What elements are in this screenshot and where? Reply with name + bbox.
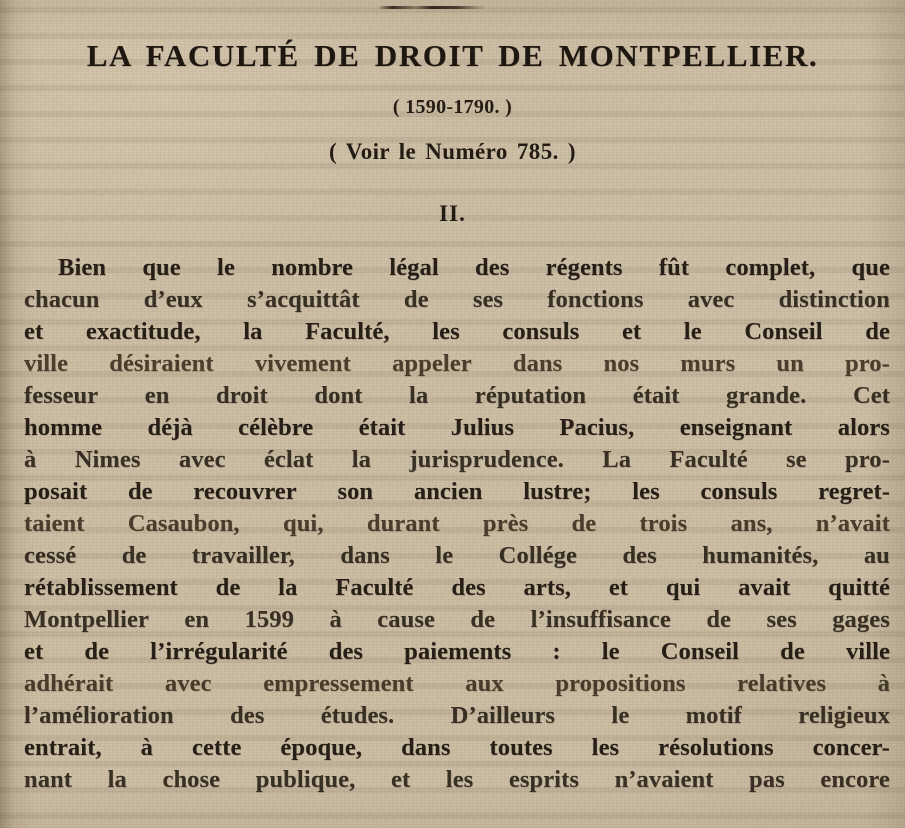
body-word: Bien — [58, 254, 107, 281]
body-word: l’irrégularité — [150, 638, 288, 665]
body-line — [24, 348, 890, 380]
body-word: de — [865, 318, 890, 345]
body-word: le — [217, 254, 235, 281]
body-line — [24, 444, 890, 476]
body-word: Conseil — [660, 638, 740, 665]
body-word: ses — [472, 286, 504, 313]
body-word: de — [571, 510, 597, 537]
body-word: jurisprudence. — [409, 446, 564, 473]
body-word: 1599 — [244, 606, 294, 633]
body-word: adhérait — [24, 670, 114, 697]
body-word: aux — [465, 670, 504, 697]
body-word: la — [107, 766, 127, 793]
body-word: complet, — [725, 254, 816, 281]
body-word: désiraient — [109, 350, 214, 377]
body-word: réputation — [474, 382, 587, 409]
body-word: empressement — [263, 670, 414, 697]
body-word: des — [451, 574, 486, 601]
body-word: publique, — [255, 766, 356, 793]
body-word: enseignant — [679, 414, 793, 441]
body-word: était — [632, 382, 680, 409]
body-word: de — [215, 574, 241, 601]
body-line — [24, 380, 890, 412]
body-word: recouvrer — [193, 478, 297, 505]
body-line — [24, 604, 890, 636]
body-word: et — [390, 766, 411, 793]
body-word: chose — [162, 766, 221, 793]
body-word: les — [632, 478, 660, 505]
body-word: l’amélioration — [24, 702, 174, 729]
body-word: cessé — [24, 542, 77, 569]
body-word: époque, — [280, 734, 363, 761]
body-word: des — [230, 702, 265, 729]
body-word: dont — [314, 382, 363, 409]
body-word: de — [121, 542, 147, 569]
body-word: Julius — [450, 414, 515, 441]
body-word: distinction — [778, 286, 890, 313]
body-word: D’ailleurs — [450, 702, 556, 729]
body-word: qui — [665, 574, 701, 601]
body-word: avait — [738, 574, 791, 601]
body-word: de — [780, 638, 805, 665]
body-word: dans — [512, 350, 563, 377]
body-word: le — [611, 702, 630, 729]
body-word: Casaubon, — [127, 510, 240, 537]
body-word: toutes — [489, 734, 553, 761]
body-line — [24, 508, 890, 540]
body-word: et — [24, 638, 44, 665]
body-word: esprits — [508, 766, 579, 793]
body-word: s’acquittât — [246, 286, 360, 313]
body-line — [24, 732, 890, 764]
body-line — [24, 476, 890, 508]
body-word: dans — [340, 542, 390, 569]
body-word: Montpellier — [24, 606, 149, 633]
body-word: des — [328, 638, 364, 665]
body-word: ancien — [413, 478, 483, 505]
body-word: consuls — [700, 478, 778, 505]
body-word: vivement — [254, 350, 351, 377]
body-word: ville — [24, 350, 69, 377]
body-word: nant — [24, 766, 73, 793]
body-word: paiements — [404, 638, 512, 665]
body-word: les — [445, 766, 474, 793]
body-word: légal — [389, 254, 439, 281]
body-word: grande. — [726, 382, 807, 409]
body-word: la — [278, 574, 298, 601]
body-word: posait — [24, 478, 88, 505]
body-word: était — [358, 414, 406, 441]
date-range-subtitle: ( 1590-1790. ) — [392, 96, 513, 118]
body-line — [24, 252, 890, 284]
body-word: durant — [366, 510, 440, 537]
body-word: près — [482, 510, 529, 537]
body-word: n’avaient — [614, 766, 714, 793]
body-line — [24, 700, 890, 732]
body-word: avec — [164, 670, 212, 697]
body-line — [24, 540, 890, 572]
body-word: les — [591, 734, 620, 761]
body-word: études. — [320, 702, 395, 729]
body-word: les — [432, 318, 460, 345]
body-word: des — [622, 542, 657, 569]
body-word: motif — [685, 702, 742, 729]
body-word: concer- — [812, 734, 890, 761]
body-word: Nimes — [74, 446, 141, 473]
body-word: cause — [377, 606, 435, 633]
body-line — [24, 572, 890, 604]
section-number: II. — [439, 201, 466, 226]
body-word: le — [683, 318, 702, 345]
body-word: gages — [832, 606, 890, 633]
body-word: de — [127, 478, 153, 505]
body-word: La — [602, 446, 632, 473]
body-word: entrait, — [24, 734, 102, 761]
body-word: avec — [687, 286, 735, 313]
body-word: de — [84, 638, 110, 665]
body-word: avec — [178, 446, 226, 473]
body-word: Collége — [498, 542, 577, 569]
body-word: en — [184, 606, 210, 633]
body-word: dans — [401, 734, 451, 761]
cross-reference-note: ( Voir le Numéro 785. ) — [329, 139, 576, 164]
body-word: homme — [24, 414, 103, 441]
body-word: droit — [216, 382, 268, 409]
body-word: cette — [191, 734, 242, 761]
body-word: à — [24, 446, 37, 473]
body-word: religieux — [798, 702, 890, 729]
body-word: exactitude, — [85, 318, 201, 345]
body-line — [24, 764, 890, 796]
body-word: relatives — [737, 670, 826, 697]
body-word: de — [706, 606, 732, 633]
body-word: d’eux — [143, 286, 203, 313]
top-divider-rule — [380, 6, 484, 9]
body-word: déjà — [147, 414, 193, 441]
body-word: la — [351, 446, 372, 473]
body-word: rétablissement — [24, 574, 178, 601]
body-word: célèbre — [238, 414, 314, 441]
body-word: n’avait — [815, 510, 890, 537]
body-word: quitté — [828, 574, 890, 601]
body-word: ses — [766, 606, 797, 633]
body-word: nos — [603, 350, 640, 377]
body-paragraph — [24, 252, 890, 796]
body-word: Cet — [852, 382, 890, 409]
body-word: de — [403, 286, 429, 313]
body-word: au — [863, 542, 890, 569]
body-word: fût — [658, 254, 690, 281]
body-word: un — [776, 350, 804, 377]
body-word: ans, — [730, 510, 773, 537]
body-word: que — [142, 254, 181, 281]
body-word: à — [140, 734, 154, 761]
body-word: se — [786, 446, 807, 473]
body-word: et — [608, 574, 629, 601]
body-word: arts, — [523, 574, 571, 601]
body-word: humanités, — [702, 542, 819, 569]
body-word: pro- — [845, 350, 890, 377]
body-word: son — [337, 478, 374, 505]
body-line — [24, 668, 890, 700]
body-line — [24, 316, 890, 348]
body-word: ville — [845, 638, 890, 665]
body-word: la — [243, 318, 263, 345]
body-word: la — [409, 382, 429, 409]
page-title: LA FACULTÉ DE DROIT DE MONTPELLIER. — [86, 38, 819, 73]
body-line — [24, 412, 890, 444]
body-word: le — [601, 638, 620, 665]
body-word: le — [435, 542, 454, 569]
body-word: regret- — [818, 478, 890, 505]
body-word: appeler — [392, 350, 472, 377]
body-word: à — [329, 606, 342, 633]
body-word: Conseil — [744, 318, 823, 345]
body-word: pas — [749, 766, 785, 793]
body-word: de — [470, 606, 496, 633]
body-word: éclat — [263, 446, 314, 473]
body-word: fesseur — [24, 382, 99, 409]
body-word: résolutions — [658, 734, 774, 761]
body-line — [24, 284, 890, 316]
body-word: fonctions — [547, 286, 644, 313]
body-word: encore — [820, 766, 890, 793]
body-word: consuls — [502, 318, 580, 345]
body-word: régents — [545, 254, 623, 281]
body-word: Faculté — [669, 446, 748, 473]
body-word: et — [621, 318, 642, 345]
body-word: que — [851, 254, 890, 281]
body-word: chacun — [24, 286, 100, 313]
body-word: pro- — [845, 446, 890, 473]
body-word: Faculté — [335, 574, 414, 601]
body-word: taient — [24, 510, 85, 537]
body-word: en — [144, 382, 170, 409]
body-line — [24, 636, 890, 668]
body-word: à — [877, 670, 890, 697]
body-word: nombre — [271, 254, 354, 281]
body-word: Faculté, — [305, 318, 390, 345]
body-word: propositions — [555, 670, 686, 697]
body-word: travailler, — [191, 542, 295, 569]
body-word: : — [552, 638, 561, 665]
body-word: trois — [639, 510, 688, 537]
body-word: alors — [837, 414, 890, 441]
body-word: l’insuffisance — [530, 606, 671, 633]
body-word: murs — [680, 350, 736, 377]
body-word: des — [475, 254, 510, 281]
body-word: lustre; — [523, 478, 592, 505]
body-word: qui, — [282, 510, 324, 537]
body-word: Pacius, — [559, 414, 635, 441]
body-word: et — [24, 318, 44, 345]
